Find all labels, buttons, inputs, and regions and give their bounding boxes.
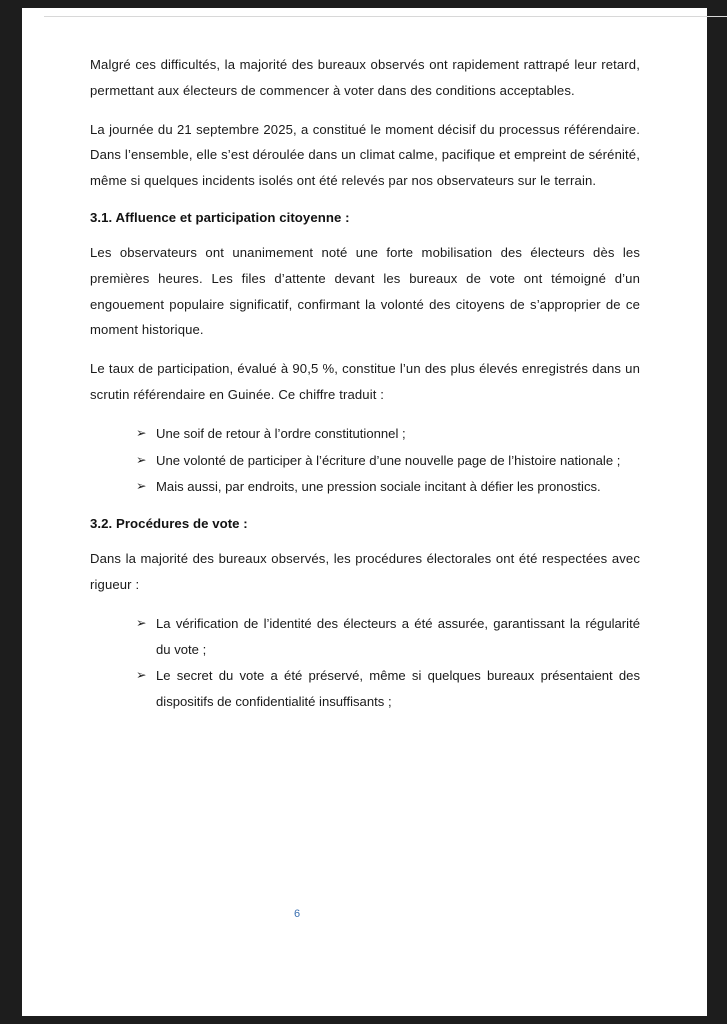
list-item bbox=[136, 663, 640, 715]
list-procedures bbox=[90, 611, 640, 715]
bullet-arrow-icon: ➢ bbox=[136, 425, 147, 440]
list-item bbox=[136, 474, 640, 500]
bullet-arrow-icon: ➢ bbox=[136, 668, 147, 683]
page-top-edge bbox=[44, 16, 727, 17]
list-item-text: Le secret du vote a été préservé, même si quelques bureaux présentaient des dispositifs de confidentialité insuffisants ; bbox=[156, 668, 640, 710]
paragraph-difficultes: Malgré ces difficultés, la majorité des bureaux observés ont rapidement rattrapé leur retard, permettant aux électeurs de commencer à voter dans des conditions acceptables. bbox=[90, 57, 640, 98]
bullet-arrow-icon: ➢ bbox=[136, 479, 147, 494]
list-item bbox=[136, 611, 640, 663]
bullet-arrow-icon: ➢ bbox=[136, 615, 147, 630]
paragraph-mobilisation: Les observateurs ont unanimement noté une forte mobilisation des électeurs dès les premières heures. Les files d’attente devant les bureaux de vote ont témoigné d’un engouement populaire significatif, confirmant la volonté des citoyens de s’approprier de ce moment historique. bbox=[90, 245, 640, 338]
list-item-text: Une volonté de participer à l’écriture d’une nouvelle page de l’histoire nationale ; bbox=[156, 452, 621, 468]
list-chiffre-traduit bbox=[90, 421, 640, 500]
list-item bbox=[136, 448, 640, 474]
list-item-text: La vérification de l’identité des électeurs a été assurée, garantissant la régularité du vote ; bbox=[156, 615, 640, 657]
heading-3-1-affluence: 3.1. Affluence et participation citoyenne : bbox=[90, 209, 350, 225]
heading-3-2-procedures: 3.2. Procédures de vote : bbox=[90, 516, 248, 532]
page-number: 6 bbox=[293, 908, 301, 920]
list-item-text: Une soif de retour à l’ordre constitutionnel ; bbox=[156, 425, 406, 441]
page-content bbox=[90, 52, 640, 728]
bullet-arrow-icon: ➢ bbox=[136, 452, 147, 467]
list-item bbox=[136, 421, 640, 447]
list-item-text: Mais aussi, par endroits, une pression sociale incitant à défier les pronostics. bbox=[156, 479, 601, 495]
paragraph-procedures-respectees: Dans la majorité des bureaux observés, les procédures électorales ont été respectées avec rigueur : bbox=[90, 551, 640, 592]
document-page bbox=[22, 8, 707, 1016]
paragraph-journee-21-septembre: La journée du 21 septembre 2025, a constitué le moment décisif du processus référendaire. Dans l’ensemble, elle s’est déroulée dans un climat calme, pacifique et empreint de sérénité, même si quelques incidents isolés ont été relevés par nos observateurs sur le terrain. bbox=[90, 121, 640, 189]
paragraph-taux-participation: Le taux de participation, évalué à 90,5 %, constitue l’un des plus élevés enregistrés dans un scrutin référendaire en Guinée. Ce chiffre traduit : bbox=[90, 361, 640, 402]
